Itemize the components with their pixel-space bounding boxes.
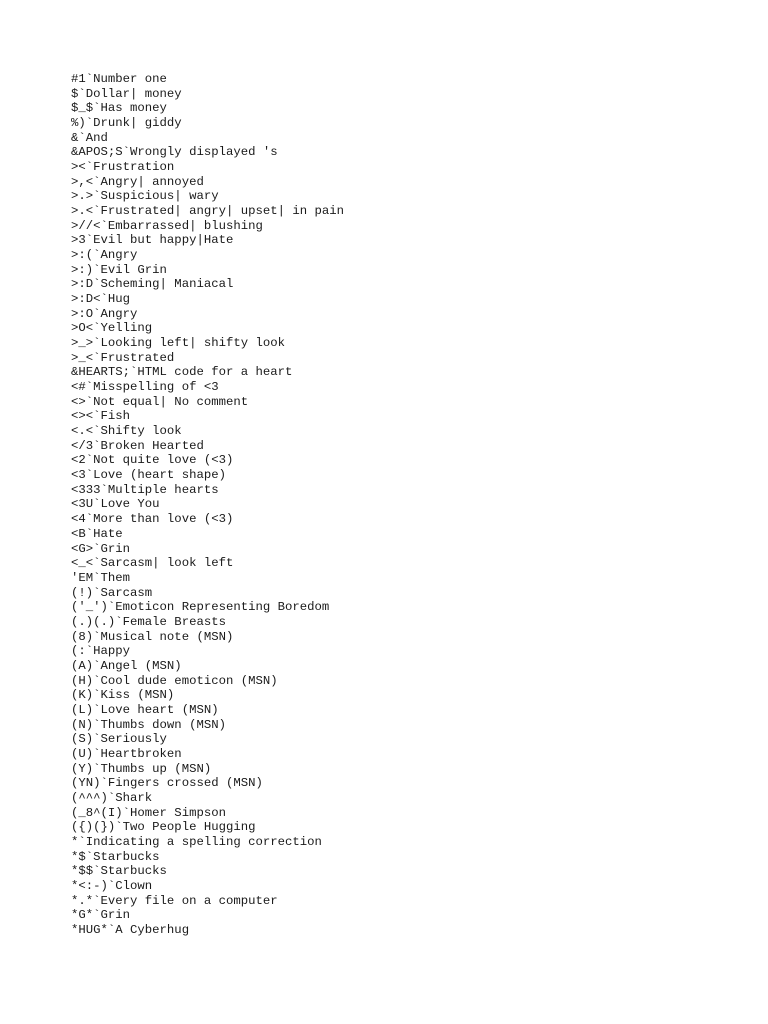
glossary-line: <_<`Sarcasm| look left	[71, 556, 234, 571]
glossary-line: </3`Broken Hearted	[71, 438, 204, 453]
glossary-line: (_8^(I)`Homer Simpson	[71, 805, 226, 820]
glossary-line: (.)(.)`Female Breasts	[71, 614, 226, 629]
glossary-line: $_$`Has money	[71, 101, 167, 116]
glossary-line: *`Indicating a spelling correction	[71, 834, 322, 849]
glossary-line: >O<`Yelling	[71, 321, 153, 336]
glossary-line: <4`More than love (<3)	[71, 512, 234, 527]
glossary-line: 'EM`Them	[71, 570, 131, 585]
glossary-line: (N)`Thumbs down (MSN)	[71, 717, 226, 732]
glossary-line: <3U`Love You	[71, 497, 160, 512]
glossary-line: ><`Frustration	[71, 160, 175, 175]
glossary-line: <G>`Grin	[71, 541, 131, 556]
glossary-line: $`Dollar| money	[71, 86, 182, 101]
glossary-line: >,<`Angry| annoyed	[71, 174, 204, 189]
glossary-line: (:`Happy	[71, 644, 131, 659]
glossary-line: *$`Starbucks	[71, 849, 160, 864]
glossary-line: &HEARTS;`HTML code for a heart	[71, 365, 293, 380]
glossary-line: ({)(})`Two People Hugging	[71, 820, 256, 835]
glossary-line: (S)`Seriously	[71, 732, 167, 747]
glossary-line: >.<`Frustrated| angry| upset| in pain	[71, 204, 345, 219]
glossary-line: <>`Not equal| No comment	[71, 394, 249, 409]
glossary-line: *HUG*`A Cyberhug	[71, 922, 190, 937]
glossary-line: <#`Misspelling of <3	[71, 380, 219, 395]
glossary-line: (!)`Sarcasm	[71, 585, 153, 600]
glossary-line: &APOS;S`Wrongly displayed 's	[71, 145, 278, 160]
glossary-line: >:O`Angry	[71, 306, 138, 321]
glossary-line: >:D<`Hug	[71, 292, 131, 307]
glossary-line: (YN)`Fingers crossed (MSN)	[71, 776, 263, 791]
glossary-line: >_>`Looking left| shifty look	[71, 336, 286, 351]
glossary-line: >.>`Suspicious| wary	[71, 189, 219, 204]
glossary-line: *$$`Starbucks	[71, 864, 167, 879]
glossary-line: %)`Drunk| giddy	[71, 116, 182, 131]
glossary-line: <2`Not quite love (<3)	[71, 453, 234, 468]
glossary-line: (H)`Cool dude emoticon (MSN)	[71, 673, 278, 688]
glossary-line: (L)`Love heart (MSN)	[71, 702, 219, 717]
glossary-line: >:(`Angry	[71, 248, 138, 263]
glossary-line: (U)`Heartbroken	[71, 746, 182, 761]
glossary-line: >:)`Evil Grin	[71, 262, 167, 277]
glossary-list	[71, 72, 344, 938]
glossary-line: >:D`Scheming| Maniacal	[71, 277, 234, 292]
glossary-line: <333`Multiple hearts	[71, 482, 219, 497]
glossary-line: *G*`Grin	[71, 908, 131, 923]
glossary-line: (K)`Kiss (MSN)	[71, 688, 175, 703]
glossary-line: (8)`Musical note (MSN)	[71, 629, 234, 644]
glossary-line: #1`Number one	[71, 72, 167, 86]
glossary-line: <B`Hate	[71, 526, 123, 541]
glossary-line: >3`Evil but happy|Hate	[71, 233, 234, 248]
glossary-line: *<:-)`Clown	[71, 878, 153, 893]
glossary-line: >//<`Embarrassed| blushing	[71, 218, 263, 233]
glossary-line: ('_')`Emoticon Representing Boredom	[71, 600, 330, 615]
glossary-line: &`And	[71, 130, 108, 145]
glossary-line: <><`Fish	[71, 409, 131, 424]
glossary-line: (Y)`Thumbs up (MSN)	[71, 761, 212, 776]
glossary-line: <.<`Shifty look	[71, 424, 182, 439]
glossary-line: (A)`Angel (MSN)	[71, 658, 182, 673]
glossary-line: *.*`Every file on a computer	[71, 893, 278, 908]
glossary-line: <3`Love (heart shape)	[71, 468, 226, 483]
glossary-line: (^^^)`Shark	[71, 790, 153, 805]
glossary-line: >_<`Frustrated	[71, 350, 175, 365]
